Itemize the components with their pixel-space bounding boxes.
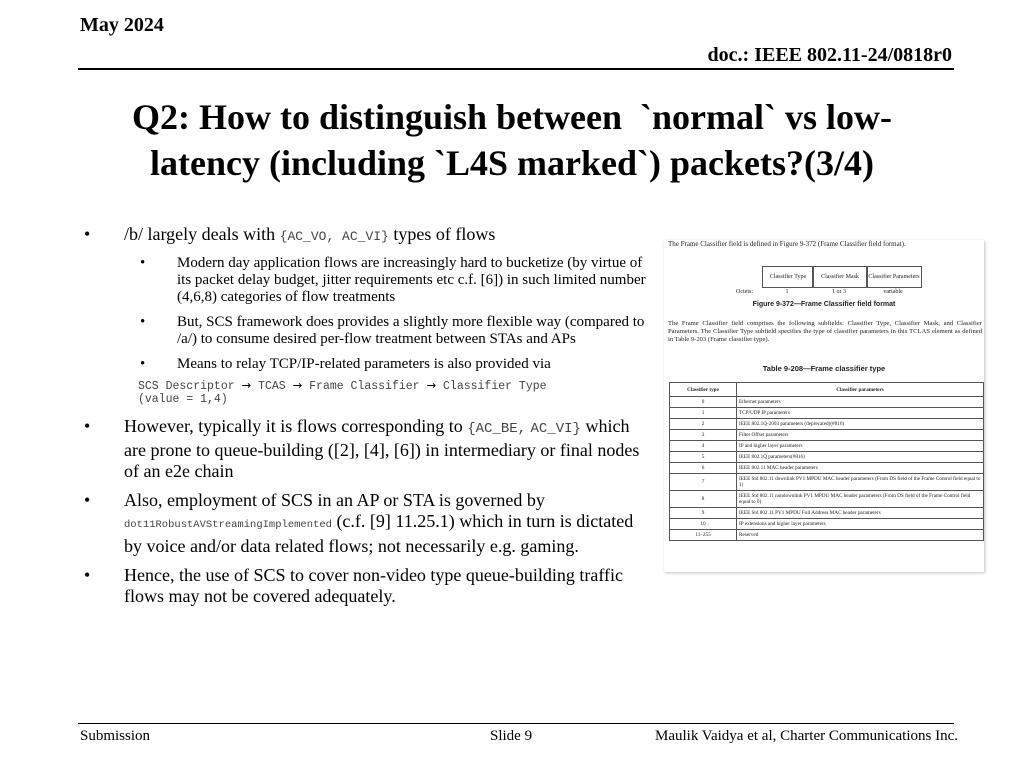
- table-cell-type: 4: [670, 441, 737, 452]
- table-row: [670, 408, 984, 419]
- header-date: May 2024: [80, 14, 164, 36]
- bullet-dot: •: [84, 565, 91, 585]
- code-tcas: TCAS: [251, 380, 293, 393]
- bullet-dot: •: [84, 490, 91, 510]
- slide-title: [60, 94, 964, 186]
- slide-body: [84, 224, 650, 615]
- bullet-dot: •: [84, 416, 91, 436]
- table-row: [670, 430, 984, 441]
- figure-intro-text: The Frame Classifier field is defined in Figure 9-372 (Frame Classifier field format).: [668, 240, 906, 248]
- sub-bullet-2-text: But, SCS framework does provides a slightly more flexible way (compared to /a/) to consume desired per-flow treatment between STAs and APs: [177, 314, 645, 347]
- table-cell-param: IEEE 802.1Q parameters(#816): [737, 452, 984, 463]
- bullet-3: [84, 490, 650, 557]
- bullet-3-post: (c.f. [9] 11.25.1) which in turn is dictated by voice and/or data related flows; not necessarily e.g. gaming.: [124, 511, 634, 556]
- bullet-1-post: types of flows: [388, 224, 496, 244]
- octets-type: 1: [785, 289, 789, 295]
- bullet-2-code2: AC_VI}: [530, 421, 581, 437]
- table-header: Classifier parameters: [737, 383, 984, 397]
- spec-excerpt-figure: [664, 240, 984, 572]
- footer-authors: Maulik Vaidya et al, Charter Communications Inc.: [655, 728, 958, 744]
- table-cell-type: 8: [670, 491, 737, 508]
- footer-rule: [78, 723, 954, 724]
- header-doc-id: doc.: IEEE 802.11-24/0818r0: [707, 44, 952, 66]
- arrow-right-icon: →: [241, 378, 252, 392]
- table-cell-type: 2: [670, 419, 737, 430]
- bullet-1-pre: /b/ largely deals with: [124, 224, 280, 244]
- bullet-3-code: dot11RobustAVStreamingImplemented: [124, 519, 332, 531]
- bullet-2-post: which are prone to queue-building ([2], [4], [6]) in intermediary or final nodes of an e2e chain: [124, 416, 640, 481]
- table-cell-param: IP extensions and higher layer parameters: [737, 519, 984, 530]
- bullet-2-pre: However, typically it is flows corresponding to: [124, 416, 468, 436]
- table-cell-type: 10: [670, 519, 737, 530]
- arrow-right-icon: →: [292, 378, 303, 392]
- code-classifier-type: Classifier Type: [436, 380, 547, 393]
- table-cell-type: 5: [670, 452, 737, 463]
- code-frame-classifier: Frame Classifier: [302, 380, 427, 393]
- bullet-2-code1: {AC_BE,: [467, 421, 527, 437]
- table-cell-param: TCP/UDP IP parameters: [737, 408, 984, 419]
- table-cell-param: IEEE Std 802.11 downlink PV1 MPDU MAC header parameters (From DS field of the Frame Control field equal to 1): [737, 474, 984, 491]
- bullet-2: [84, 416, 650, 482]
- table-cell-type: 0: [670, 397, 737, 408]
- table-cell-type: 3: [670, 430, 737, 441]
- table-cell-param: IEEE 802.1Q-2003 parameters (deprecated)(#816): [737, 419, 984, 430]
- field-classifier-type: Classifier Type: [762, 266, 814, 288]
- table-cell-type: 1: [670, 408, 737, 419]
- footer-submission: Submission: [80, 728, 151, 744]
- bullet-dot: •: [140, 356, 146, 372]
- table-row: [670, 491, 984, 508]
- sub-bullet-2: [84, 314, 650, 348]
- table-cell-param: IEEE Std 802.11 PV1 MPDU Full Address MAC header parameters: [737, 508, 984, 519]
- slide-title-line1: Q2: How to distinguish between `normal` vs low-: [131, 97, 892, 137]
- figure-description: The Frame Classifier field comprises the following subfields: Classifier Type, Classifier Mask, and Classifier Parameters. The Classifier Type subfield specifies the type of classifier parameters in this TCLAS element as defined in Table 9-203 (Frame classifier type).: [668, 320, 982, 343]
- scs-path-code: [84, 379, 650, 406]
- table-cell-param: Reserved: [737, 530, 984, 541]
- table-row: [670, 519, 984, 530]
- arrow-right-icon: →: [426, 378, 437, 392]
- table-row: [670, 452, 984, 463]
- sub-bullet-1-text: Modern day application flows are increasingly hard to bucketize (by virtue of its packet delay budget, jitter requirements etc c.f. [6]) in such limited number (4,6,8) categories of flow treatments: [177, 255, 646, 305]
- octets-params: variable: [883, 289, 903, 295]
- header-rule: [78, 68, 954, 70]
- bullet-dot: •: [84, 224, 91, 244]
- table-row: [670, 474, 984, 491]
- bullet-1: [84, 224, 650, 247]
- table-caption: Table 9-208—Frame classifier type: [762, 364, 886, 373]
- table-cell-type: 6: [670, 463, 737, 474]
- bullet-1-code: {AC_VO, AC_VI}: [279, 229, 389, 244]
- bullet-3-pre: Also, employment of SCS in an AP or STA is governed by: [124, 490, 545, 510]
- sub-bullet-1: [84, 255, 650, 306]
- table-cell-type: 11–255: [670, 530, 737, 541]
- footer-slide-number: Slide 9: [490, 728, 533, 744]
- bullet-4-text: Hence, the use of SCS to cover non-video type queue-building traffic flows may not be covered adequately.: [124, 565, 624, 606]
- octets-mask: 1 or 3: [832, 289, 846, 295]
- table-row: [670, 463, 984, 474]
- field-classifier-parameters: Classifier Parameters: [866, 266, 922, 288]
- table-row: [670, 419, 984, 430]
- classifier-type-table: [669, 382, 984, 541]
- table-row: [670, 397, 984, 408]
- bullet-dot: •: [140, 255, 146, 271]
- bullet-4: [84, 565, 650, 607]
- sub-bullet-3-text: Means to relay TCP/IP-related parameters is also provided via: [177, 356, 551, 372]
- table-cell-param: IEEE 802.11 MAC header parameters: [737, 463, 984, 474]
- table-cell-param: IP and higher layer parameters: [737, 441, 984, 452]
- table-row: [670, 530, 984, 541]
- field-classifier-mask: Classifier Mask: [812, 266, 868, 288]
- table-row: [670, 441, 984, 452]
- table-header: Classifier type: [670, 383, 737, 397]
- code-scs-descriptor: SCS Descriptor: [138, 380, 242, 393]
- figure-caption: Figure 9-372—Frame Classifier field format: [752, 301, 896, 308]
- table-cell-param: IEEE Std 802.11 nondownlink PV1 MPDU MAC header parameters (From DS field of the Frame Control field equal to 0): [737, 491, 984, 508]
- sub-bullet-3: [84, 356, 650, 373]
- octets-label: Octets:: [736, 289, 753, 295]
- table-row: [670, 508, 984, 519]
- bullet-dot: •: [140, 314, 146, 330]
- table-cell-param: Ethernet parameters: [737, 397, 984, 408]
- table-cell-type: 7: [670, 474, 737, 491]
- slide-title-line2: latency (including `L4S marked`) packets?(3/4): [150, 143, 874, 183]
- code-value: (value = 1,4): [138, 393, 228, 406]
- table-cell-param: Filter Offset parameters: [737, 430, 984, 441]
- table-cell-type: 9: [670, 508, 737, 519]
